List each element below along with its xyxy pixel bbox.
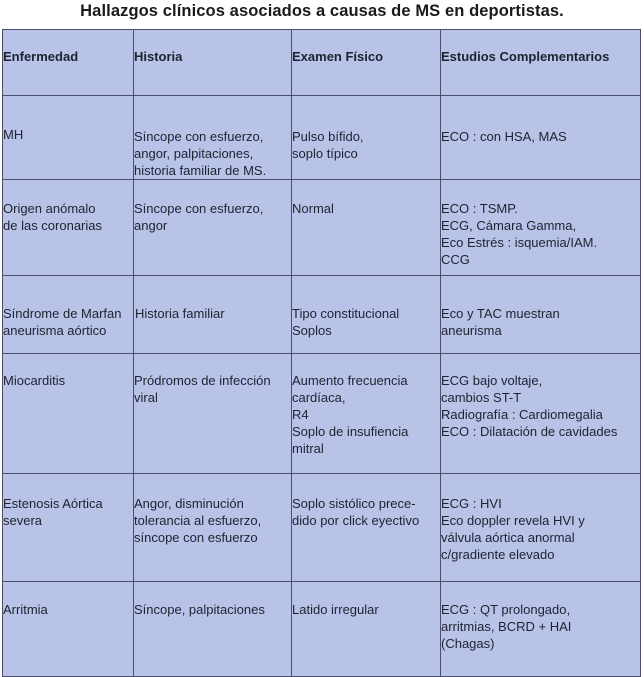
cell-estudios: ECG : QT prolongado, arritmias, BCRD + HAI (Chagas) xyxy=(441,582,641,677)
column-header-examen-fisico: Examen Físico xyxy=(292,30,441,96)
cell-historia: Síncope, palpitaciones xyxy=(134,582,292,677)
table-row xyxy=(3,354,641,474)
cell-estudios: ECO : TSMP. ECG, Cámara Gamma, Eco Estrés : isquemia/IAM. CCG xyxy=(441,180,641,276)
cell-examen-fisico: Aumento frecuencia cardíaca, R4 Soplo de insufiencia mitral xyxy=(292,354,441,474)
cell-estudios: ECO : con HSA, MAS xyxy=(441,96,641,180)
cell-historia: Angor, disminución tolerancia al esfuerzo, síncope con esfuerzo xyxy=(134,474,292,582)
cell-historia: Síncope con esfuerzo, angor xyxy=(134,180,292,276)
column-header-historia: Historia xyxy=(134,30,292,96)
cell-examen-fisico: Soplo sistólico prece- dido por click eyectivo xyxy=(292,474,441,582)
cell-enfermedad: Estenosis Aórtica severa xyxy=(3,474,134,582)
cell-historia: Historia familiar xyxy=(134,276,292,354)
cell-historia: Pródromos de infección viral xyxy=(134,354,292,474)
cell-estudios: ECG : HVI Eco doppler revela HVI y válvula aórtica anormal c/gradiente elevado xyxy=(441,474,641,582)
cell-historia: Síncope con esfuerzo, angor, palpitaciones, historia familiar de MS. xyxy=(134,96,292,180)
table-row xyxy=(3,276,641,354)
cell-examen-fisico: Tipo constitucional Soplos xyxy=(292,276,441,354)
column-header-enfermedad: Enfermedad xyxy=(3,30,134,96)
cell-enfermedad: Miocarditis xyxy=(3,354,134,474)
table-header-row xyxy=(3,30,641,96)
cell-estudios: Eco y TAC muestran aneurisma xyxy=(441,276,641,354)
page-title: Hallazgos clínicos asociados a causas de MS en deportistas. xyxy=(80,2,564,20)
table-row xyxy=(3,582,641,677)
table-row xyxy=(3,180,641,276)
cell-enfermedad: Origen anómalo de las coronarias xyxy=(3,180,134,276)
findings-table xyxy=(2,29,641,677)
cell-examen-fisico: Pulso bífido, soplo típico xyxy=(292,96,441,180)
cell-examen-fisico: Latido irregular xyxy=(292,582,441,677)
cell-enfermedad: Arritmia xyxy=(3,582,134,677)
column-header-estudios-complementarios: Estudios Complementarios xyxy=(441,30,641,96)
cell-enfermedad: Síndrome de Marfan aneurisma aórtico xyxy=(3,276,134,354)
table-row xyxy=(3,474,641,582)
table-row xyxy=(3,96,641,180)
cell-examen-fisico: Normal xyxy=(292,180,441,276)
cell-enfermedad: MH xyxy=(3,96,134,180)
cell-estudios: ECG bajo voltaje, cambios ST-T Radiografía : Cardiomegalia ECO : Dilatación de cavidades xyxy=(441,354,641,474)
